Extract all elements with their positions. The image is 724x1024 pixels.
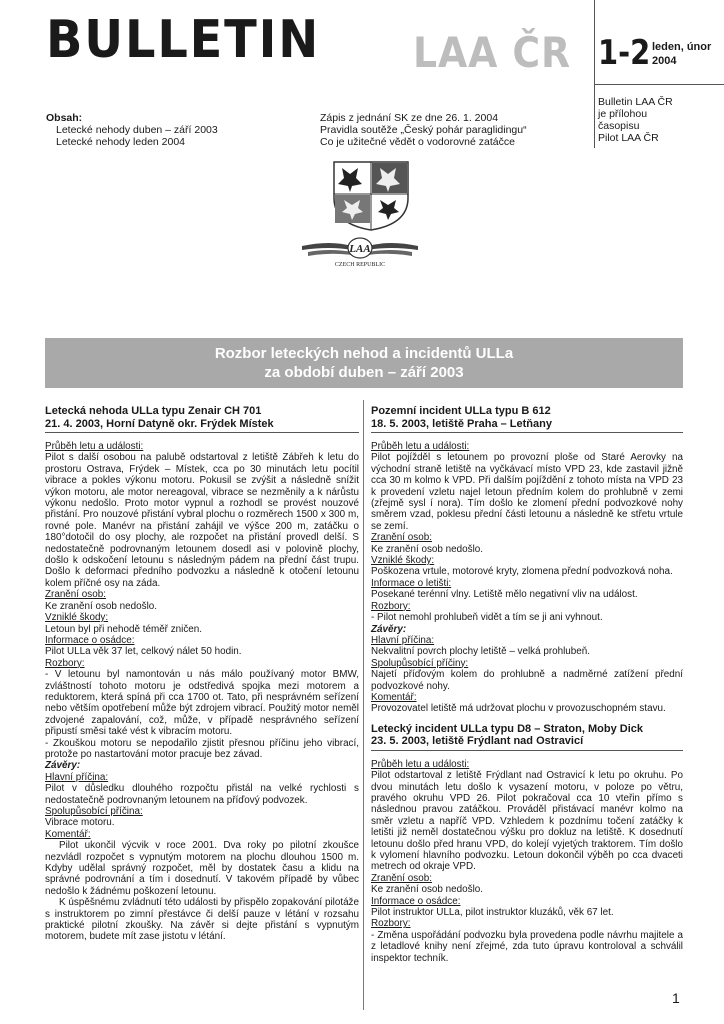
toc-item: Pravidla soutěže „Český pohár paraglidingu“ (320, 124, 527, 136)
section-label: Komentář: (45, 828, 91, 840)
masthead-subtitle: LAA ČR (413, 28, 572, 77)
section-text: Ke zranění osob nedošlo. (371, 884, 483, 896)
section-text: Pilot odstartoval z letiště Frýdlant nad Ostravicí k letu po okruhu. Po dvou minutách letu došlo k vysazení motoru, v poloze po větru, pravého okruhu VPD 26. Pilot pokračoval cca 10 vteřin přímo s následnou pravou zatáčkou. Prováděl přistávací manévr kolmo na směr vzletu a napříč VPD. Vzhledem k pozdnímu točení zatáčky k letišti již neměl dostatečnou výšku pro dokluz na letiště. K dosednutí letounu došlo před hranu VPD, do kolejí vyjetých traktorem. Tím došlo k vylomení hlavního podvozku. Letoun dokončil výběh po cca dvaceti metrech od okraje VPD. (371, 770, 683, 873)
section-text: Najetí příďovým kolem do prohlubně a nadměrné zatížení přední podvozkové nohy. (371, 669, 683, 692)
section-text: Ke zranění osob nedošlo. (371, 543, 483, 555)
section-text: - Pilot nemohl prohlubeň vidět a tím se ji ani vyhnout. (371, 612, 603, 624)
report-title: Pozemní incident ULLa typu B 612 (371, 405, 551, 417)
section-text: Pilot ukončil výcvik v roce 2001. Dva roky po pilotní zkoušce nezvládl rozpočet s vypnutým motorem na plochu dlouhou 1500 m. Kdyby udělal správný rozpočet, měl by dostatek času a klidu na správné podrovnání a tím i dosednutí. V takovém případě by vůbec nedošlo k žádnému poškození letounu. (45, 840, 359, 897)
report-date-place: 18. 5. 2003, letiště Praha – Letňany (371, 417, 552, 430)
conclusions-label: Závěry: (371, 623, 407, 635)
section-label: Informace o osádce: (371, 895, 461, 907)
section-label: Vzniklé škody: (371, 555, 435, 567)
issue-number: 1-2 (598, 33, 651, 73)
section-text: - Změna uspořádání podvozku byla provedena podle návrhu majitele a z letadlové knihy není zřejmé, zda tuto úpravu kontroloval a schválil inspektor techník. (371, 929, 683, 964)
section-text: Poškozena vrtule, motorové kryty, zlomena přední podvozková noha. (371, 566, 673, 578)
issue-date (652, 40, 711, 68)
section-label: Spolupůsobící příčiny: (371, 657, 469, 669)
logo-caption: CZECH REPUBLIC (334, 262, 386, 268)
laa-wings-logo (300, 234, 420, 270)
section-label: Informace o letišti: (371, 577, 452, 589)
section-label: Rozbory: (371, 918, 411, 930)
right-column (371, 405, 683, 964)
toc-item: Zápis z jednání SK ze dne 26. 1. 2004 (320, 112, 499, 124)
section-text: - V letounu byl namontován u nás málo používaný motor BMW, zvláštností tohoto motoru je odstředivá spojka mezi motorem a reduktorem, která spíná při cca 1700 ot. Tato, při nesprávném seřízení nebo větším opotřebení může být zdrojem vibrací. Použitý motor neměl zdvojené zapalování, což, může, v případě nesprávného seřízení připustí směsi také vést k vibracím motoru. (45, 669, 359, 738)
banner-line1: Rozbor leteckých nehod a incidentů ULLa (214, 345, 514, 362)
side-note-line: časopisu (598, 120, 640, 132)
article-banner (45, 338, 683, 388)
section-label: Průběh letu a události: (371, 441, 470, 452)
conclusions-label: Závěry: (45, 760, 81, 772)
side-note-line: Pilot LAA ČR (598, 132, 659, 144)
masthead-title: BULLETIN (46, 10, 321, 70)
side-note-line: Bulletin LAA ČR (598, 96, 673, 108)
issue-date-line1: leden, únor (652, 41, 712, 53)
report-heading (371, 723, 683, 751)
report-title: Letecký incident ULLa typu D8 – Straton, Moby Dick (371, 722, 643, 735)
side-note (598, 96, 673, 144)
section-text: Posekané terénní vlny. Letiště mělo negativní vliv na událost. (371, 589, 638, 601)
toc-label: Obsah: (46, 112, 83, 124)
section-label: Informace o osádce: (45, 634, 135, 646)
section-text: - Zkouškou motoru se nepodařilo zjistit přesnou příčinu jeho vibrací, protože po nastartování motor pracuje bez závad. (45, 737, 359, 760)
toc-item: Letecké nehody duben – září 2003 (56, 124, 218, 136)
section-text: Letoun byl při nehodě téměř zničen. (45, 623, 203, 635)
report-date-place: 21. 4. 2003, Horní Datyně okr. Frýdek Místek (45, 417, 274, 430)
section-label: Průběh letu a události: (45, 441, 144, 452)
toc-item: Letecké nehody leden 2004 (56, 136, 186, 148)
section-text: K úspěšnému zvládnutí této události by přispělo zopakování pilotáže s instruktorem po zimní přestávce či delší pauze v létání v rozsahu praktické pilotní zkoušky. Na závěr si dejte přistání s vypnutým motorem, budete mít zase jistotu v létání. (45, 897, 359, 943)
masthead-horizontal-rule (594, 84, 724, 85)
section-label: Rozbory: (45, 657, 85, 669)
section-text: Pilot ULLa věk 37 let, celkový nálet 50 hodin. (45, 646, 242, 658)
section-text: Nekvalitní povrch plochy letiště – velká prohlubeň. (371, 646, 591, 658)
report-heading (371, 405, 683, 433)
column-divider (363, 400, 364, 1010)
section-text: Pilot s další osobou na palubě odstartoval z letiště Zábřeh k letu do prostoru Ostrava, Frýdek – Místek, cca po 30 minutách letu pocítil vibrace a pokles výkonu motoru. Pokusil se zvýšit a následně snížit výkon motoru, ale motor nereagoval, vibrace se nezměnily a k nárůstu výkonu nedošlo. Proto motor vypnul a rozhodl se provést nouzové přistání. Pro nouzové přistání vybral plochu o rozměrech 1500 x 300 m, rovné pole. Manévr na přistání zahájil ve výšce 200 m, zatáčku o 180°dotočil do osy plochy, ale rozpočet na přistání provedl delší. S nedostatečně podrovnaným letounem dosedl asi v polovině plochy, došlo k odskočení letounu s následným pádem na přední část trupu. Došlo k deformaci předního podvozku a následně k otočení letounu kolem příčné osy na záda. (45, 452, 359, 589)
masthead-vertical-rule (594, 0, 595, 148)
section-text: Pilot instruktor ULLa, pilot instruktor kluzáků, věk 67 let. (371, 907, 614, 919)
report-heading (45, 405, 359, 433)
side-note-line: je přílohou (598, 108, 648, 120)
toc-item: Co je užitečné vědět o vodorovné zatáčce (320, 136, 515, 148)
toc-list-left (56, 124, 218, 148)
section-label: Komentář: (371, 691, 417, 703)
section-text: Pilot v důsledku dlouhého rozpočtu přistál na velké rychlosti s nedostatečně podrovnaným letounem na příďový podvozek. (45, 783, 359, 806)
banner-line2: za období duben – září 2003 (264, 364, 464, 381)
section-label: Hlavní příčina: (45, 771, 109, 783)
issue-date-line2: 2004 (652, 55, 677, 67)
report-date-place: 23. 5. 2003, letiště Frýdlant nad Ostravicí (371, 735, 584, 748)
section-label: Průběh letu a události: (371, 758, 470, 770)
section-label: Vzniklé škody: (45, 612, 109, 624)
section-text: Ke zranění osob nedošlo. (45, 600, 157, 612)
logo-letters: LAA (349, 243, 371, 255)
section-label: Spolupůsobící příčina: (45, 806, 143, 817)
section-label: Zranění osob: (45, 589, 106, 601)
section-text: Vibrace motoru. (45, 817, 115, 829)
section-label: Rozbory: (371, 600, 411, 612)
left-column (45, 405, 359, 943)
coat-of-arms-icon (328, 158, 414, 232)
section-text: Pilot pojížděl s letounem po provozní ploše od Staré Aerovky na východní straně letiště na vyčkávací místo VPD 23, kde zastavil jižně cca 30 m kolmo k VPD. Při dalším pojíždění z tohoto místa na VPD 23 k provedení vzletu najel letoun předním kolem do prohlubně v zemi (zřejmě sysl í nora). Tím došlo ke zlomení přední podvozkové nohy směrem vzad, poklesu přední části letounu a následně ke střetu vrtule se zemí. (371, 452, 683, 532)
section-label: Hlavní příčina: (371, 634, 435, 646)
section-label: Zranění osob: (371, 532, 432, 544)
report-title: Letecká nehoda ULLa typu Zenair CH 701 (45, 405, 262, 417)
page-number: 1 (672, 990, 680, 1006)
toc-list-right (320, 112, 527, 148)
section-text: Provozovatel letiště má udržovat plochu v provozuschopném stavu. (371, 703, 666, 715)
section-label: Zranění osob: (371, 872, 432, 884)
